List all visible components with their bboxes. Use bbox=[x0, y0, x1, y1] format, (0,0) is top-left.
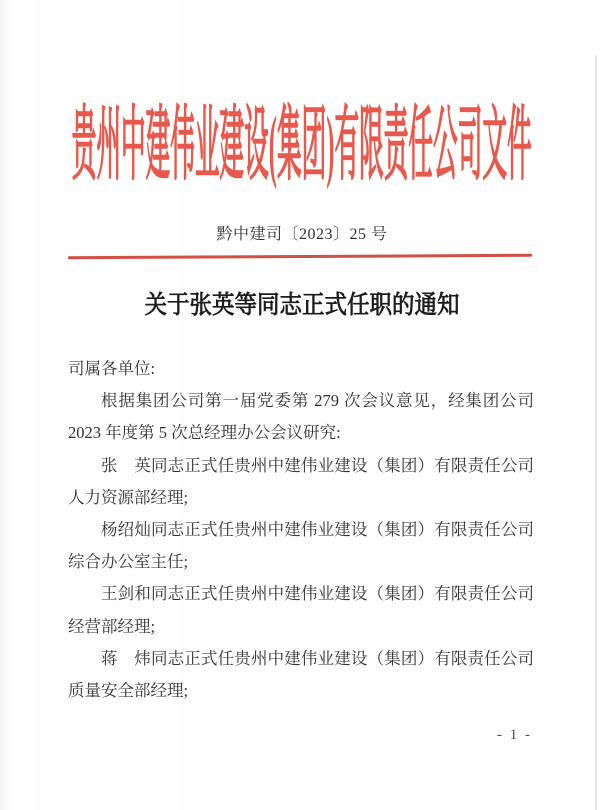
body-paragraph: 蒋 炜同志正式任贵州中建伟业建设（集团）有限责任公司质量安全部经理; bbox=[68, 648, 534, 701]
letterhead-title: 贵州中建伟业建设(集团)有限责任公司文件 bbox=[72, 100, 532, 191]
letterhead bbox=[0, 98, 604, 191]
document-title bbox=[0, 285, 604, 321]
body-paragraph: 根据集团公司第一届党委第 279 次会议意见，经集团公司2023 年度第 5 次总经理办公会议研究: bbox=[68, 391, 534, 443]
body-paragraph: 王剑和同志正式任贵州中建伟业建设（集团）有限责任公司经营部经理; bbox=[68, 584, 534, 636]
document-body bbox=[68, 353, 534, 707]
document-title-text: 关于张英等同志正式任职的通知 bbox=[144, 292, 460, 319]
body-paragraph: 张 英同志正式任贵州中建伟业建设（集团）有限责任公司人力资源部经理; bbox=[68, 455, 534, 507]
body-paragraph: 杨绍灿同志正式任贵州中建伟业建设（集团）有限责任公司综合办公室主任; bbox=[68, 520, 534, 572]
page-number: - 1 - bbox=[497, 727, 532, 743]
salutation: 司属各单位: bbox=[68, 359, 156, 378]
document-number: 黔中建司〔2023〕25 号 bbox=[216, 226, 388, 243]
red-divider-line bbox=[68, 254, 532, 259]
